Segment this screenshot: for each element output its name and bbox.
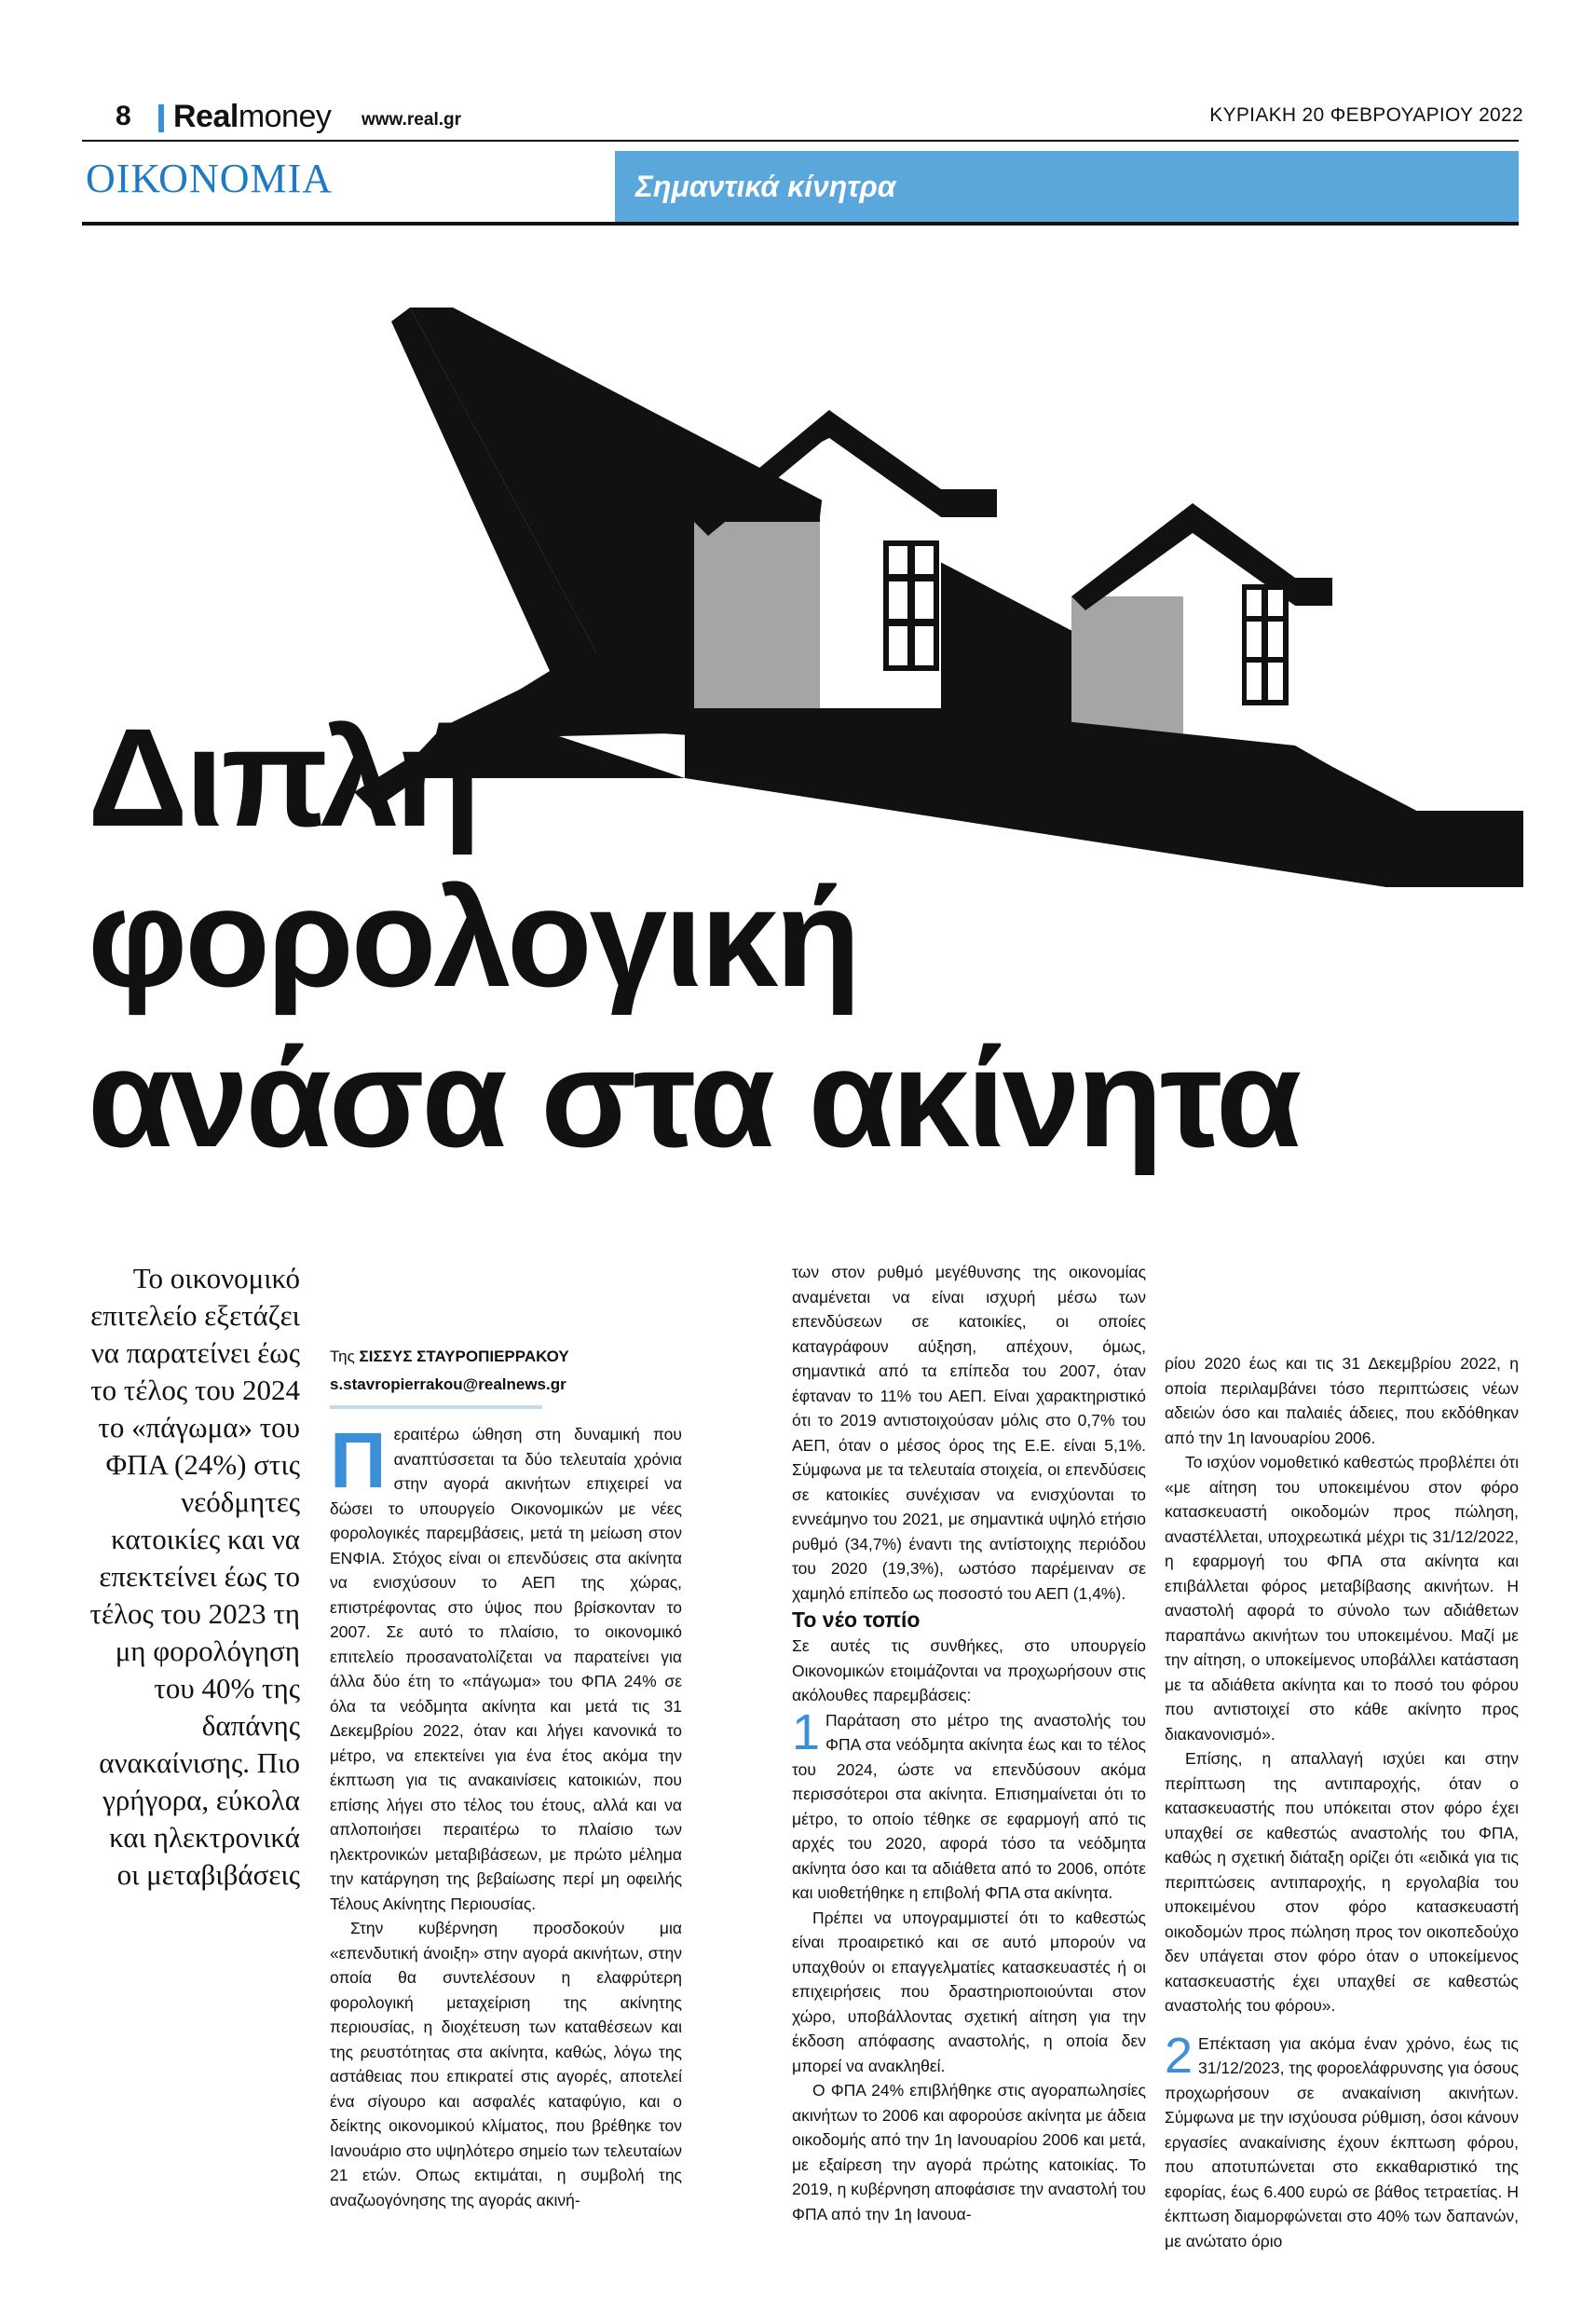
article-paragraph: Στην κυβέρνηση προσδοκούν μια «επενδυτική άνοιξη» στην αγορά ακινήτων, στην οποία θα συντελέσουν η ελαφρύτερη φορολογική μεταχείριση της ακίνητης περιουσίας, η διοχέτευση των καταθέσεων και της ρευστότητας στα ακίνητα, καθώς, λόγω της αστάθειας που επικρατεί στις αγορές, αποτελεί ένα σίγουρο και ασφαλές καταφύγιο, και ο δείκτης οικονομικού κλίματος, που βρέθηκε τον Ιανουάριο στο υψηλότερο σημείο των τελευταίων 21 ετών. Οπως εκτιμάται, η συμβολή της αναζωογόνησης της αγοράς ακινή- xyxy=(330,1919,682,2209)
headline xyxy=(88,697,1411,1178)
article-paragraph xyxy=(1165,2027,1519,2254)
article-paragraph xyxy=(330,1416,682,1916)
window-right-icon xyxy=(1242,584,1289,705)
article-paragraph: των στον ρυθμό μεγέθυνσης της οικονομίας αναμένεται να είναι ισχυρή μέσω των επενδύσεων σε κατοικίες, οι οποίες καταγράφουν αύξηση, απέχουν, όμως, σημαντικά από τα επίπεδα του 2007, όταν έφταναν το 11% του ΑΕΠ. Είναι χαρακτηριστικό ότι το 2019 αντιστοιχούσαν μόλις στο 0,7% του ΑΕΠ, όταν ο μέσος όρος της Ε.Ε. είναι 5,1%. Σύμφωνα με τα τελευταία στοιχεία, οι επενδύσεις σε κατοικίες συνέχισαν να ενισχύονται το εννεάμηνο του 2021, με σημαντικά υψηλό ετήσιο ρυθμό (34,7%) έναντι της αντίστοιχης περιόδου του 2020 (19,3%), ωστόσο παρέμειναν σε χαμηλό επίπεδο ως ποσοστό του ΑΕΠ (1,4%). xyxy=(792,1263,1146,1603)
article-paragraph: Πρέπει να υπογραμμιστεί ότι το καθεστώς είναι προαιρετικό και σε αυτό μπορούν να υπαχθούν οι επαγγελματίες κατασκευαστές ή οι επιχειρήσεις που δραστηριοποιούνται στον χώρο, υποβάλλοντας σχετική αίτηση για την έκδοση απόφασης αναστολής, η οποία δεν μπορεί να ανακληθεί. xyxy=(792,1908,1146,2075)
brand-bold: Real xyxy=(173,99,239,134)
headline-line-2: φορολογική xyxy=(88,859,858,1016)
byline-email: s.stavropierrakou@realnews.gr xyxy=(330,1375,566,1393)
article-paragraph: ρίου 2020 έως και τις 31 Δεκεμβρίου 2022, η οποία περιλαμβάνει τόσο περιπτώσεις νέων αδειών όσο και παλαιές άδειες, που εκδόθηκαν από την 1η Ιανουαρίου 2006. xyxy=(1165,1354,1519,1447)
drop-cap: Π xyxy=(330,1416,387,1504)
article-paragraph-text: εραιτέρω ώθηση στη δυναμική που αναπτύσσεται τα δύο τελευταία χρόνια στην αγορά ακινήτων επιχειρεί να δώσει το υπουργείο Οικονομικών με νέες φορολογικές παρεμβάσεις, μετά τη μείωση στον ΕΝΦΙΑ. Στόχος είναι οι επενδύσεις στα ακίνητα να ενισχύσουν το ΑΕΠ της χώρας, επιστρέφοντας στο ύψος που βρίσκονταν το 2007. Σε αυτό το πλαίσιο, το οικονομικό επιτελείο προσανατολίζεται να παρατείνει για άλλα δύο έτη το «πάγωμα» του ΦΠΑ 24% σε όλα τα νεόδμητα ακίνητα και μετά τις 31 Δεκεμβρίου 2022, όταν και λήγει κανονικά το μέτρο, να επεκτείνει για ένα έτος ακόμα την έκπτωση για τις ανακαινίσεις κατοικιών, που επίσης λήγει στο τέλος του έτους, αλλά και να απλοποιήσει περαιτέρω το πλαίσιο των ηλεκτρονικών μεταβιβάσεων, με πρώτο μέλημα την κατάργηση της βεβαίωσης περί μη οφειλής Τέλους Ακίνητης Περιουσίας. xyxy=(330,1425,682,1913)
article-paragraph xyxy=(792,1703,1146,1906)
article-paragraph-text: Παράταση στο μέτρο της αναστολής του ΦΠΑ στα νεόδμητα ακίνητα έως και το τέλος του 2024, ώστε να επενδύσουν ακόμα περισσότεροι στα ακίνητα. Επισημαίνεται ότι το μέτρο, το οποίο τέθηκε σε εφαρμογή από τις αρχές του 2020, αφορά τόσο τα νεόδμητα ακίνητα όσο και τα αδιάθετα από το 2006, οπότε και υιοθετήθηκε η επιβολή ΦΠΑ στα ακίνητα. xyxy=(792,1710,1146,1902)
lead-summary: Το οικονομικό επιτελείο εξετάζει να παρατείνει έως το τέλος του 2024 το «πάγωμα» του ΦΠΑ (24%) στις νεόδμητες κατοικίες και να επεκτείνει έως το τέλος του 2023 τη μη φορολόγηση του 40% της δαπάνης ανακαίνισης. Πιο γρήγορα, εύκολα και ηλεκτρονικά οι μεταβιβάσεις xyxy=(89,1262,300,1891)
article-paragraph: Σε αυτές τις συνθήκες, στο υπουργείο Οικονομικών ετοιμάζονται να προχωρήσουν στις ακόλουθες παρεμβάσεις: xyxy=(792,1636,1146,1704)
headline-line-3: ανάσα στα ακίνητα xyxy=(88,1019,1300,1176)
window-left-icon xyxy=(883,540,939,671)
issue-date: ΚΥΡΙΑΚΗ 20 ΦΕΒΡΟΥΑΡΙΟΥ 2022 xyxy=(1209,104,1523,126)
list-number: 2 xyxy=(1165,2027,1194,2084)
article-column-1 xyxy=(330,1416,682,2212)
article-paragraph: Ο ΦΠΑ 24% επιβλήθηκε στις αγοραπωλησίες ακινήτων το 2006 και αφορούσε ακίνητα με άδεια οικοδομής από την 1η Ιανουαρίου 2006 και μετά, με εξαίρεση την αγορά πρώτης κατοικίας. Το 2019, η κυβέρνηση αποφάσισε την αναστολή του ΦΠΑ από την 1η Ιανουα- xyxy=(792,2081,1146,2223)
article-paragraph-text: Επέκταση για ακόμα έναν χρόνο, έως τις 31/12/2023, της φοροελάφρυνσης για όσους προχωρήσουν σε ανακαίνιση ακινήτων. Σύμφωνα με την ισχύουσα ρύθμιση, όσοι κάνουν εργασίες ανακαίνισης έχουν έκπτωση φόρου, που αποτυπώνεται στο εκκαθαριστικό της εφορίας, έως 6.400 ευρώ σε βάθος τετραετίας. Η έκπτωση διαμορφώνεται στο 40% των δαπανών, με ανώτατο όριο xyxy=(1165,2033,1519,2250)
byline-author: ΣΙΣΣΥΣ ΣΤΑΥΡΟΠΙΕΡΡΑΚΟΥ xyxy=(359,1348,569,1365)
site-url: www.real.gr xyxy=(361,110,461,130)
topic-strap-text: Σημαντικά κίνητρα xyxy=(635,170,896,203)
byline-rule xyxy=(330,1405,542,1409)
article-paragraph: Επίσης, η απαλλαγή ισχύει και στην περίπτωση της αντιπαροχής, όταν ο κατασκευαστής που υπόκειται στον φόρο έχει υπαχθεί σε καθεστώς αναστολής του ΦΠΑ, καθώς η σχετική διάταξη ορίζει ότι «ειδικά για τις περιπτώσεις αντιπαροχής, η εργολαβία του υποκειμένου στον φόρο κατασκευαστή οικοδομών προς πώληση προς τον οικοπεδούχο δεν υπάγεται στον φόρο όταν ο υποκείμενος κατασκευαστής έχει υπαχθεί σε καθεστώς αναστολής του φόρου». xyxy=(1165,1749,1519,2015)
byline-prefix: Της xyxy=(330,1348,355,1365)
section-label: ΟΙΚΟΝΟΜΙΑ xyxy=(86,156,334,201)
dormer-left-shadow xyxy=(694,522,820,708)
article-column-3 xyxy=(1165,1351,1519,2253)
subheading: Το νέο τοπίο xyxy=(792,1607,921,1632)
list-number: 1 xyxy=(792,1703,821,1760)
byline xyxy=(330,1348,569,1366)
brand-light: money xyxy=(238,99,332,134)
headline-line-1: Διπλή xyxy=(88,699,478,855)
page-number: 8 xyxy=(116,101,131,131)
article-paragraph: Το ισχύον νομοθετικό καθεστώς προβλέπει ότι «με αίτηση του υποκειμένου στον φόρο κατασκευαστή οικοδομών προς πώληση, αναστέλλεται, υποχρεωτικά μέχρι τις 31/12/2022, η εφαρμογή του ΦΠΑ στα ακίνητα και επιβάλλεται φόρος μεταβίβασης ακινήτων. Η αναστολή αφορά το σύνολο των αδιάθετων παραπάνω ακινήτων του υποκειμένου. Μαζί με την αίτηση, ο υποκείμενος υποβάλλει κατάσταση με τα αδιάθετα ακίνητα και το ποσό του φόρου που αντιστοιχεί στο κάθε ακίνητο προς διακανονισμό». xyxy=(1165,1453,1519,1744)
article-column-2 xyxy=(792,1260,1146,2226)
